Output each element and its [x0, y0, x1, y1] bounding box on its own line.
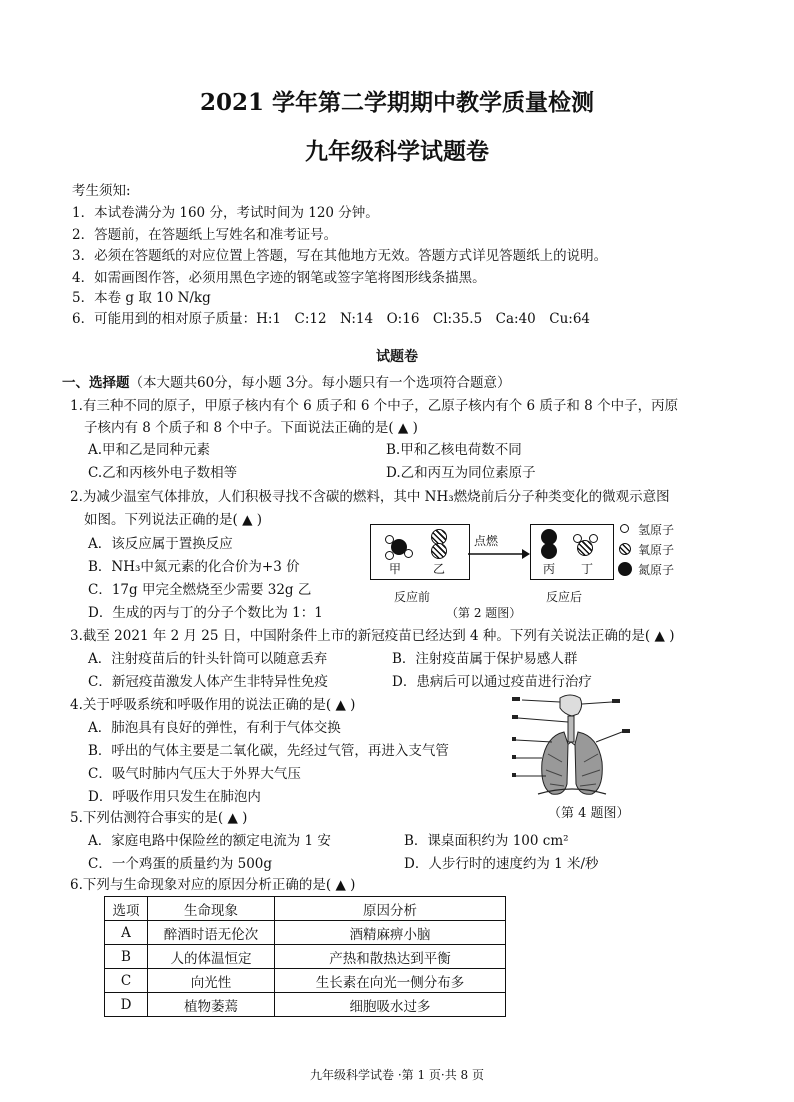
table-cell: 植物萎蔫: [148, 993, 275, 1017]
after-caption: 反应后: [546, 590, 583, 604]
q4-stem: [70, 695, 355, 715]
table-row: [105, 945, 506, 969]
table-cell: 生长素在向光一侧分布多: [275, 969, 506, 993]
nitrogen-atom: [541, 543, 557, 559]
notice-item-2: 2．答题前，在答题纸上写姓名和准考证号。: [72, 227, 338, 243]
legend-hydrogen-icon: [620, 524, 629, 533]
notice-item-1: 1．本试卷满分为 160 分，考试时间为 120 分钟。: [72, 205, 379, 221]
legend-oxygen-label: 氧原子: [638, 543, 675, 557]
arrow-label: 点燃: [474, 534, 499, 548]
q5-option-b: B．课桌面积约为 100 cm²: [404, 833, 569, 849]
table-cell: C: [105, 969, 148, 993]
q2-option-b: B．NH₃中氮元素的化合价为+3 价: [88, 559, 300, 575]
table-cell: B: [105, 945, 148, 969]
answer-mark: ▲: [335, 877, 346, 893]
hydrogen-atom: [404, 549, 413, 558]
hydrogen-atom: [589, 534, 598, 543]
q2-close: ): [256, 512, 263, 528]
part-label: 一、选择题: [62, 375, 130, 391]
q4-stem-text: 4.关于呼吸系统和呼吸作用的说法正确的是(: [70, 697, 332, 713]
part-heading: [62, 373, 511, 393]
q2-option-a: A．该反应属于置换反应: [88, 536, 233, 552]
q4-option-c: C．吸气时肺内气压大于外界大气压: [88, 766, 301, 782]
notice-item-4: 4．如需画图作答，必须用黑色字迹的钢笔或签字笔将图形线条描黑。: [72, 270, 486, 286]
part-description: （本大题共60分，每小题 3分。每小题只有一个选项符合题意）: [129, 375, 511, 391]
q4-close: ): [350, 697, 356, 713]
hydrogen-atom: [573, 534, 582, 543]
exam-title: 2021 学年第二学期期中教学质量检测: [199, 89, 595, 116]
figure2-caption: （第 2 题图）: [446, 606, 522, 620]
q4-option-b: B．呼出的气体主要是二氧化碳，先经过气管，再进入支气管: [88, 743, 449, 759]
legend-nitrogen-label: 氮原子: [638, 563, 675, 577]
q4-option-a: A．肺泡具有良好的弹性，有利于气体交换: [88, 720, 341, 736]
oxygen-atom: [431, 543, 447, 559]
q1-option-a: A.甲和乙是同种元素: [88, 442, 211, 458]
before-caption: 反应前: [394, 590, 431, 604]
q6-stem-text: 6.下列与生命现象对应的原因分析正确的是(: [70, 877, 332, 893]
table-cell: 细胞吸水过多: [275, 993, 506, 1017]
q5-close: ): [242, 810, 248, 826]
hydrogen-atom: [385, 535, 394, 544]
q1-option-c: C.乙和丙核外电子数相等: [88, 465, 238, 481]
q1-option-d: D.乙和丙互为同位素原子: [386, 465, 536, 481]
figure4-caption: （第 4 题图）: [548, 806, 630, 821]
table-cell: 酒精麻痹小脑: [275, 921, 506, 945]
after-reaction-box: [530, 524, 614, 580]
q6-table: [104, 896, 506, 1017]
q2-option-c: C．17g 甲完全燃烧至少需要 32g 乙: [88, 582, 312, 598]
legend-oxygen-icon: [619, 543, 631, 555]
q5-stem: [70, 808, 247, 828]
notice-item-5: 5．本卷 g 取 10 N/kg: [72, 290, 211, 306]
table-header: 原因分析: [275, 897, 506, 921]
label-bing: 丙: [543, 562, 556, 576]
q3-close: ): [669, 628, 675, 644]
table-cell: 向光性: [148, 969, 275, 993]
table-cell: 产热和散热达到平衡: [275, 945, 506, 969]
page-footer: 九年级科学试卷 ·第 1 页·共 8 页: [310, 1068, 484, 1082]
answer-mark: ▲: [397, 420, 409, 436]
table-header: 选项: [105, 897, 148, 921]
q3-stem-text: 3.截至 2021 年 2 月 25 日，中国附条件上市的新冠疫苗已经达到 4 种。下列有关说法正确的是(: [70, 628, 651, 644]
table-header-row: [105, 897, 506, 921]
q5-stem-text: 5.下列估测符合事实的是(: [70, 810, 224, 826]
q1-stem: 子核内有 8 个质子和 8 个中子。下面说法正确的是(: [84, 420, 394, 436]
table-row: [105, 993, 506, 1017]
q2-stem: 如图。下列说法正确的是(: [84, 512, 238, 528]
q2-stem-line2: [84, 510, 262, 530]
notice-heading: 考生须知:: [72, 183, 131, 199]
q5-option-c: C．一个鸡蛋的质量约为 500g: [88, 856, 273, 872]
q3-option-a: A．注射疫苗后的针头针筒可以随意丢弃: [88, 651, 328, 667]
q2-option-d: D．生成的丙与丁的分子个数比为 1：1: [88, 605, 323, 621]
section-title: 试题卷: [376, 349, 418, 365]
notice-item-3: 3．必须在答题纸的对应位置上答题，写在其他地方无效。答题方式详见答题纸上的说明。: [72, 248, 608, 264]
answer-mark: ▲: [654, 628, 665, 644]
q3-option-b: B．注射疫苗属于保护易感人群: [392, 651, 578, 667]
q3-option-d: D．患病后可以通过疫苗进行治疗: [392, 674, 592, 690]
table-row: [105, 921, 506, 945]
answer-mark: ▲: [227, 810, 238, 826]
q1-close: ): [412, 420, 418, 436]
notice-item-6: 6．可能用到的相对原子质量：H:1 C:12 N:14 O:16 Cl:35.5 Ca:40 Cu:64: [72, 311, 591, 327]
table-cell: A: [105, 921, 148, 945]
reaction-arrow-icon: [468, 548, 530, 560]
q1-option-b: B.甲和乙核电荷数不同: [386, 442, 522, 458]
q4-option-d: D．呼吸作用只发生在肺泡内: [88, 789, 261, 805]
q1-stem-line1: 1.有三种不同的原子，甲原子核内有个 6 质子和 6 个中子，乙原子核内有个 6 质子和 8 个中子，丙原: [70, 398, 679, 414]
table-cell: D: [105, 993, 148, 1017]
label-yi: 乙: [433, 562, 446, 576]
q2-stem-line1: 2.为减少温室气体排放，人们积极寻找不含碳的燃料，其中 NH₃燃烧前后分子种类变化的微观示意图: [70, 489, 670, 505]
respiratory-system-illustration: [512, 692, 632, 800]
table-cell: 人的体温恒定: [148, 945, 275, 969]
legend-nitrogen-icon: [618, 562, 632, 576]
table-header: 生命现象: [148, 897, 275, 921]
hydrogen-atom: [385, 551, 394, 560]
answer-mark: ▲: [242, 512, 253, 528]
label-ding: 丁: [581, 562, 594, 576]
q6-stem: [70, 875, 355, 895]
q5-option-d: D．人步行时的速度约为 1 米/秒: [404, 856, 599, 872]
before-reaction-box: [370, 524, 470, 580]
legend-hydrogen-label: 氢原子: [638, 523, 675, 537]
table-cell: 醉酒时语无伦次: [148, 921, 275, 945]
q5-option-a: A．家庭电路中保险丝的额定电流为 1 安: [88, 833, 331, 849]
exam-subtitle: 九年级科学试题卷: [305, 138, 489, 165]
label-jia: 甲: [389, 562, 402, 576]
answer-mark: ▲: [335, 697, 346, 713]
table-row: [105, 969, 506, 993]
q3-option-c: C．新冠疫苗激发人体产生非特异性免疫: [88, 674, 328, 690]
q1-stem-line2: [84, 418, 418, 438]
q3-stem: [70, 626, 674, 646]
q6-close: ): [350, 877, 356, 893]
